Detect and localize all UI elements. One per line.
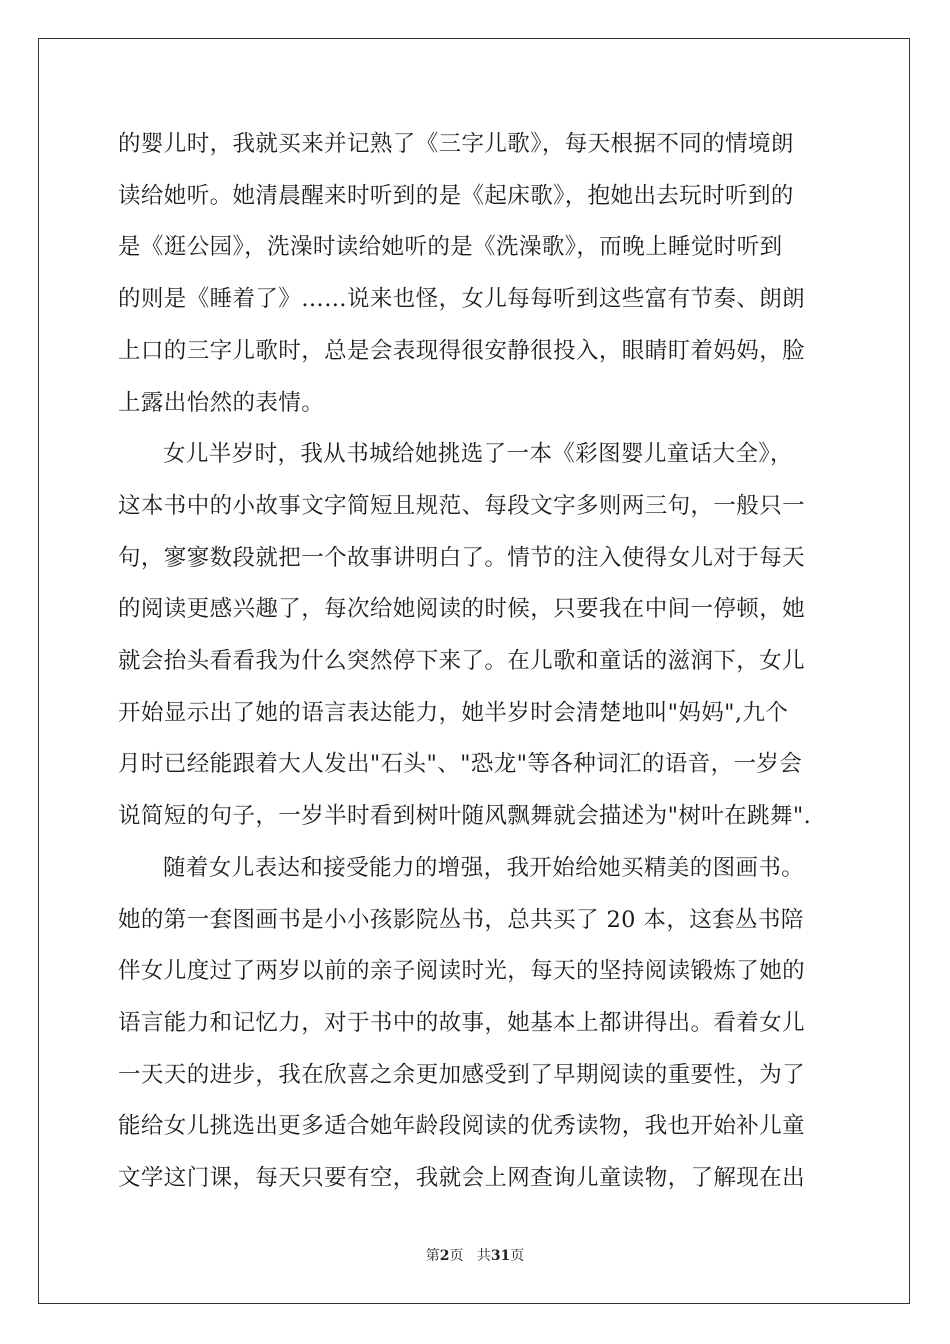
text-line: 开始显示出了她的语言表达能力，她半岁时会清楚地叫"妈妈",九个	[118, 699, 789, 726]
text-line: 文学这门课，每天只要有空，我就会上网查询儿童读物，了解现在出	[118, 1165, 806, 1191]
text-line: 能给女儿挑选出更多适合她年龄段阅读的优秀读物，我也开始补儿童	[118, 1113, 806, 1140]
text-line: 伴女儿度过了两岁以前的亲子阅读时光，每天的坚持阅读锻炼了她的	[118, 958, 806, 985]
text-line: 的阅读更感兴趣了，每次给她阅读的时候，只要我在中间一停顿，她	[118, 596, 806, 623]
total-pages: 31	[490, 1248, 511, 1264]
text-line: 上口的三字儿歌时，总是会表现得很安静很投入，眼睛盯着妈妈，脸	[118, 337, 806, 364]
page-suffix: 页	[449, 1248, 464, 1264]
text-line: 语言能力和记忆力，对于书中的故事，她基本上都讲得出。看着女儿	[118, 1009, 806, 1036]
text-line: 的婴儿时，我就买来并记熟了《三字儿歌》，每天根据不同的情境朗	[118, 131, 794, 157]
text-line: 月时已经能跟着大人发出"石头"、"恐龙"等各种词汇的语音，一岁会	[118, 751, 803, 778]
text-line: 随着女儿表达和接受能力的增强，我开始给她买精美的图画书。	[163, 854, 805, 881]
text-line: 就会抬头看看我为什么突然停下来了。在儿歌和童话的滋润下，女儿	[118, 648, 806, 674]
text-line: 一天天的进步，我在欣喜之余更加感受到了早期阅读的重要性，为了	[118, 1061, 806, 1088]
text-line: 她的第一套图画书是小小孩影院丛书，总共买了 20 本，这套丛书陪	[118, 906, 804, 933]
text-line: 是《逛公园》，洗澡时读给她听的是《洗澡歌》，而晚上睡觉时听到	[118, 234, 783, 261]
total-prefix: 共	[476, 1248, 491, 1264]
total-suffix: 页	[510, 1248, 525, 1264]
text-line: 的则是《睡着了》……说来也怪，女儿每每听到这些富有节奏、朗朗	[118, 286, 806, 313]
text-line: 这本书中的小故事文字简短且规范、每段文字多则两三句，一般只一	[118, 492, 806, 519]
page-prefix: 第	[425, 1248, 440, 1264]
page-footer	[0, 1247, 950, 1265]
text-line: 读给她听。她清晨醒来时听到的是《起床歌》，抱她出去玩时听到的	[118, 182, 794, 209]
text-line: 说简短的句子，一岁半时看到树叶随风飘舞就会描述为"树叶在跳舞".	[118, 803, 812, 830]
page-number: 2	[439, 1248, 450, 1264]
text-line: 句，寥寥数段就把一个故事讲明白了。情节的注入使得女儿对于每天	[118, 544, 806, 571]
text-line: 上露出怡然的表情。	[118, 389, 325, 416]
text-line: 女儿半岁时，我从书城给她挑选了一本《彩图婴儿童话大全》，	[163, 441, 793, 468]
